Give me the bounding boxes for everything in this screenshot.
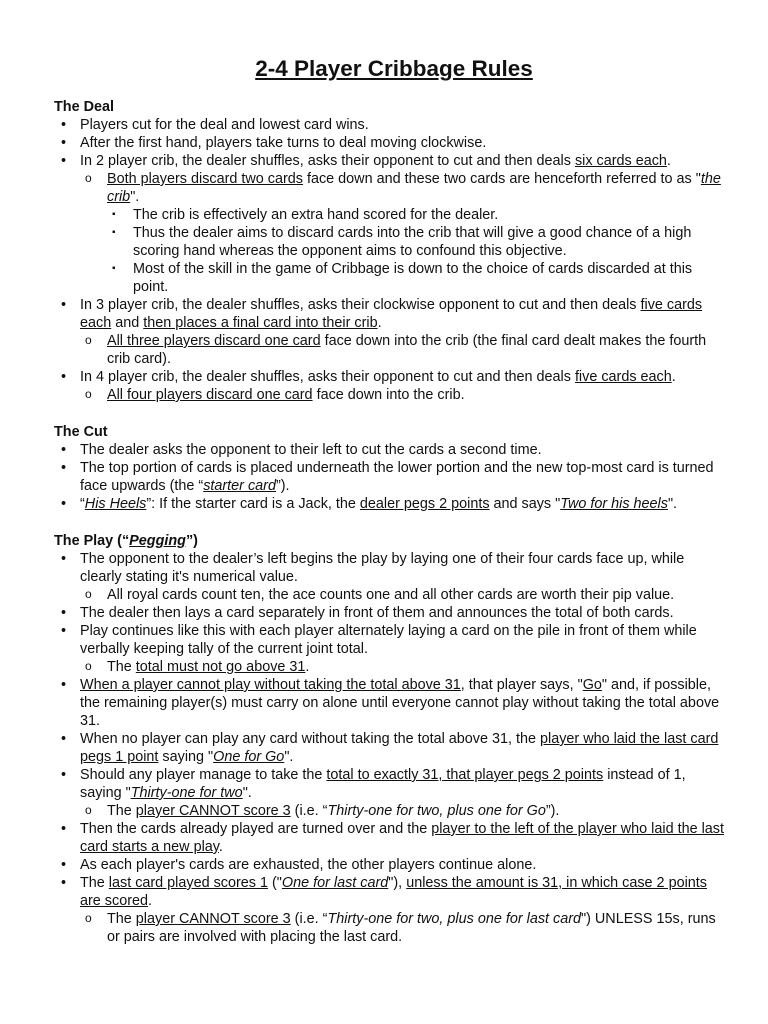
list-item: • Play continues like this with each player alternately laying a card on the pile in front of them while verbally keeping tally of the current joint total. [61, 623, 697, 657]
bullet-icon: • [61, 442, 67, 458]
bullet-icon: • [61, 767, 67, 783]
play-list [54, 550, 728, 946]
deal-list [54, 116, 728, 404]
bullet-icon: • [61, 875, 67, 891]
list-item: • When no player can play any card without taking the total above 31, the player who laid the last card pegs 1 point saying "One for Go". [61, 731, 719, 765]
list-item: o All three players discard one card face down into the crib (the final card dealt makes the fourth crib card). [85, 333, 707, 367]
list-item: ▪ Thus the dealer aims to discard cards into the crib that will give a good chance of a high scoring hand whereas the opponent aims to confound this objective. [112, 225, 692, 259]
list-item: • After the first hand, players take turns to deal moving clockwise. [61, 135, 487, 151]
section-heading-cut: The Cut [54, 424, 108, 440]
section-heading-play: The Play (“Pegging”) [54, 533, 198, 549]
square-bullet-icon: ▪ [112, 227, 116, 238]
bullet-icon: • [61, 623, 67, 639]
list-item: o The player CANNOT score 3 (i.e. “Thirty-one for two, plus one for last card") UNLESS 15s, runs or pairs are involved with placing the last card. [85, 911, 716, 945]
list-item: • The dealer then lays a card separately in front of them and announces the total of both cards. [61, 605, 674, 621]
list-item: • The dealer asks the opponent to their left to cut the cards a second time. [61, 442, 542, 458]
circle-bullet-icon: o [85, 803, 92, 817]
bullet-icon: • [61, 135, 67, 151]
list-item: • Should any player manage to take the total to exactly 31, that player pegs 2 points instead of 1, saying "Thirty-one for two". [61, 767, 686, 801]
bullet-icon: • [61, 551, 67, 567]
bullet-icon: • [61, 297, 67, 313]
bullet-icon: • [61, 460, 67, 476]
list-item: • The top portion of cards is placed underneath the lower portion and the new top-most card is turned face upwards (the “starter card”). [61, 460, 714, 494]
list-item: • Players cut for the deal and lowest card wins. [61, 117, 369, 133]
bullet-icon: • [61, 821, 67, 837]
circle-bullet-icon: o [85, 387, 92, 401]
list-item: • The opponent to the dealer’s left begins the play by laying one of their four cards face up, while clearly stating it's numerical value. [61, 551, 685, 585]
bullet-icon: • [61, 605, 67, 621]
list-item: o All four players discard one card face down into the crib. [85, 387, 465, 403]
square-bullet-icon: ▪ [112, 209, 116, 220]
cut-list [54, 441, 728, 513]
circle-bullet-icon: o [85, 333, 92, 347]
square-bullet-icon: ▪ [112, 263, 116, 274]
list-item: o All royal cards count ten, the ace counts one and all other cards are worth their pip value. [85, 587, 675, 603]
list-item: • In 2 player crib, the dealer shuffles, asks their opponent to cut and then deals six cards each. [61, 153, 671, 169]
bullet-icon: • [61, 496, 67, 512]
list-item: • The last card played scores 1 ("One for last card"), unless the amount is 31, in which case 2 points are scored. [61, 875, 707, 909]
list-item: • “His Heels”: If the starter card is a Jack, the dealer pegs 2 points and says "Two for his heels". [61, 496, 678, 512]
section-heading-deal: The Deal [54, 99, 114, 115]
list-item: • In 4 player crib, the dealer shuffles, asks their opponent to cut and then deals five cards each. [61, 369, 676, 385]
circle-bullet-icon: o [85, 171, 92, 185]
list-item: • In 3 player crib, the dealer shuffles, asks their clockwise opponent to cut and then deals five cards each and then places a final card into their crib. [61, 297, 703, 331]
list-item: ▪ The crib is effectively an extra hand scored for the dealer. [112, 207, 499, 223]
bullet-icon: • [61, 677, 67, 693]
list-item: • When a player cannot play without taking the total above 31, that player says, "Go" and, if possible, the remaining player(s) must carry on alone until everyone cannot play without taking the total above 31. [61, 677, 720, 729]
circle-bullet-icon: o [85, 659, 92, 673]
bullet-icon: • [61, 731, 67, 747]
circle-bullet-icon: o [85, 587, 92, 601]
list-item: o The player CANNOT score 3 (i.e. “Thirty-one for two, plus one for Go”). [85, 803, 560, 819]
bullet-icon: • [61, 369, 67, 385]
bullet-icon: • [61, 117, 67, 133]
list-item: ▪ Most of the skill in the game of Cribbage is down to the choice of cards discarded at this point. [112, 261, 693, 295]
list-item: • Then the cards already played are turned over and the player to the left of the player who laid the last card starts a new play. [61, 821, 724, 855]
circle-bullet-icon: o [85, 911, 92, 925]
list-item: o The total must not go above 31. [85, 659, 310, 675]
list-item: • As each player's cards are exhausted, the other players continue alone. [61, 857, 537, 873]
list-item: o Both players discard two cards face down and these two cards are henceforth referred to as "the crib". [85, 171, 721, 205]
page-title: 2-4 Player Cribbage Rules [255, 56, 533, 81]
bullet-icon: • [61, 153, 67, 169]
bullet-icon: • [61, 857, 67, 873]
